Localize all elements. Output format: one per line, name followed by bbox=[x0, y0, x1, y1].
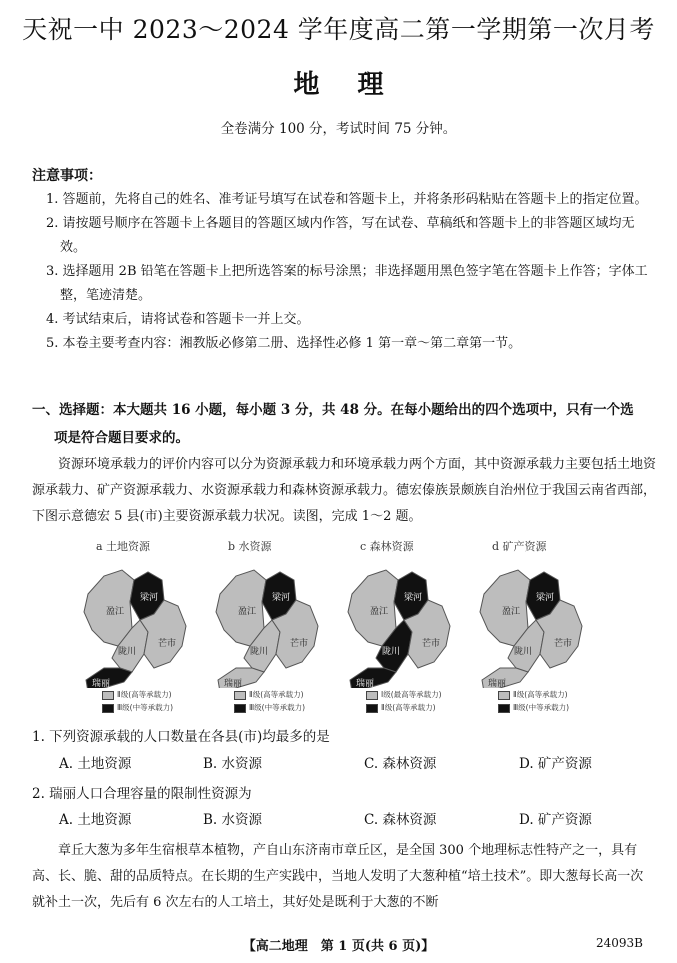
map-panel-mineral bbox=[470, 538, 598, 718]
map-legend bbox=[366, 688, 442, 714]
map-panel-forest bbox=[338, 538, 466, 718]
county-label-mangshi: 芒市 bbox=[554, 639, 573, 649]
notice-item: 4. 考试结束后，请将试卷和答题卡一并上交。 bbox=[46, 312, 310, 327]
county-label-mangshi: 芒市 bbox=[158, 639, 177, 649]
county-label-longchuan: 陇川 bbox=[514, 647, 533, 657]
option-d[interactable]: D. 矿产资源 bbox=[519, 812, 592, 828]
county-label-ruili: 瑞丽 bbox=[356, 679, 375, 688]
option-b[interactable]: B. 水资源 bbox=[203, 812, 263, 828]
county-label-longchuan: 陇川 bbox=[382, 647, 401, 657]
county-label-yingjiang: 盈江 bbox=[106, 607, 125, 617]
legend-dark-label: Ⅱ级(高等承载力) bbox=[381, 703, 436, 712]
question-2-stem: 2. 瑞丽人口合理容量的限制性资源为 bbox=[32, 786, 252, 802]
passage-2: 章丘大葱为多年生宿根草本植物，产自山东济南市章丘区，是全国 300 个地理标志性特产之一，具有高、长、脆、甜的品质特点。在长期的生产实践中，当地人发明了大葱种植“培土技术”。即大葱每长高一次就补土一次，先后有 6 次左右的人工培土，其好处是既利于大葱的不断 bbox=[32, 843, 644, 910]
legend-light-swatch bbox=[498, 691, 510, 700]
county-label-yingjiang: 盈江 bbox=[502, 607, 521, 617]
passage-1: 资源环境承载力的评价内容可以分为资源承载力和环境承载力两个方面，其中资源承载力主要包括土地资源承载力、矿产资源承载力、水资源承载力和森林资源承载力。德宏傣族景颇族自治州位于我国云南省西部，下图示意德宏 5 县(市)主要资源承载力状况。读图，完成 1～2 题。 bbox=[32, 457, 657, 524]
option-a[interactable]: A. 土地资源 bbox=[59, 812, 132, 828]
legend-light-swatch bbox=[234, 691, 246, 700]
legend-dark-label: Ⅲ级(中等承载力) bbox=[513, 703, 570, 712]
option-b[interactable]: B. 水资源 bbox=[203, 756, 263, 772]
subject-title: 地理 bbox=[293, 70, 422, 100]
map-legend bbox=[234, 688, 305, 714]
exam-meta: 全卷满分 100 分，考试时间 75 分钟。 bbox=[220, 121, 457, 137]
legend-dark-swatch bbox=[102, 704, 114, 713]
county-label-yingjiang: 盈江 bbox=[238, 607, 257, 617]
county-label-lianghe: 梁河 bbox=[272, 593, 291, 603]
map-panel-land bbox=[74, 538, 202, 718]
option-a[interactable]: A. 土地资源 bbox=[59, 756, 132, 772]
legend-light-swatch bbox=[366, 691, 378, 700]
map-svg bbox=[470, 538, 598, 688]
option-c[interactable]: C. 森林资源 bbox=[364, 756, 437, 772]
legend-light-swatch bbox=[102, 691, 114, 700]
legend-dark-swatch bbox=[366, 704, 378, 713]
map-svg bbox=[74, 538, 202, 688]
county-label-longchuan: 陇川 bbox=[250, 647, 269, 657]
notice-heading: 注意事项： bbox=[32, 168, 102, 184]
legend-dark-swatch bbox=[498, 704, 510, 713]
county-label-lianghe: 梁河 bbox=[404, 593, 423, 603]
map-panel-label: b 水资源 bbox=[228, 540, 272, 553]
legend-light-label: Ⅰ级(最高等承载力) bbox=[381, 690, 442, 699]
county-label-mangshi: 芒市 bbox=[290, 639, 309, 649]
notice-item: 5. 本卷主要考查内容：湘教版必修第二册、选择性必修 1 第一章～第二章第一节。 bbox=[46, 336, 522, 351]
county-label-ruili: 瑞丽 bbox=[92, 679, 111, 688]
legend-light-label: Ⅱ级(高等承载力) bbox=[117, 690, 172, 699]
county-label-yingjiang: 盈江 bbox=[370, 607, 389, 617]
section-heading-line2: 项是符合题目要求的。 bbox=[54, 430, 189, 446]
resource-maps-figure bbox=[74, 538, 594, 718]
legend-light-label: Ⅱ级(高等承载力) bbox=[249, 690, 304, 699]
county-label-mangshi: 芒市 bbox=[422, 639, 441, 649]
county-label-lianghe: 梁河 bbox=[140, 593, 159, 603]
notice-list bbox=[46, 188, 656, 356]
page-footer: 【高二地理 第 1 页(共 6 页)】 bbox=[242, 939, 435, 954]
legend-dark-swatch bbox=[234, 704, 246, 713]
exam-title: 天祝一中 2023～2024 学年度高二第一学期第一次月考 bbox=[22, 15, 655, 44]
map-panel-label: a 土地资源 bbox=[96, 540, 151, 553]
notice-item: 2. 请按题号顺序在答题卡上各题目的答题区域内作答，写在试卷、草稿纸和答题卡上的非答题区域均无效。 bbox=[46, 216, 635, 255]
option-d[interactable]: D. 矿产资源 bbox=[519, 756, 592, 772]
map-legend bbox=[102, 688, 173, 714]
section-heading-line1: 一、选择题：本大题共 16 小题，每小题 3 分，共 48 分。在每小题给出的四个选项中，只有一个选 bbox=[32, 402, 634, 418]
county-label-lianghe: 梁河 bbox=[536, 593, 555, 603]
county-label-ruili: 瑞丽 bbox=[224, 679, 243, 688]
legend-light-label: Ⅱ级(高等承载力) bbox=[513, 690, 568, 699]
map-svg bbox=[338, 538, 466, 688]
map-svg bbox=[206, 538, 334, 688]
legend-dark-label: Ⅲ级(中等承载力) bbox=[249, 703, 306, 712]
section-heading bbox=[32, 396, 654, 452]
county-label-ruili: 瑞丽 bbox=[488, 679, 507, 688]
map-panel-water bbox=[206, 538, 334, 718]
map-legend bbox=[498, 688, 569, 714]
county-label-longchuan: 陇川 bbox=[118, 647, 137, 657]
map-panel-label: c 森林资源 bbox=[360, 540, 414, 553]
legend-dark-label: Ⅲ级(中等承载力) bbox=[117, 703, 174, 712]
option-c[interactable]: C. 森林资源 bbox=[364, 812, 437, 828]
notice-item: 1. 答题前，先将自己的姓名、准考证号填写在试卷和答题卡上，并将条形码粘贴在答题卡上的指定位置。 bbox=[46, 192, 648, 207]
paper-code: 24093B bbox=[596, 936, 643, 950]
question-1-stem: 1. 下列资源承载的人口数量在各县(市)均最多的是 bbox=[32, 729, 330, 745]
notice-item: 3. 选择题用 2B 铅笔在答题卡上把所选答案的标号涂黑；非选择题用黑色签字笔在答题卡上作答；字体工整，笔迹清楚。 bbox=[46, 264, 648, 303]
map-panel-label: d 矿产资源 bbox=[492, 540, 547, 553]
